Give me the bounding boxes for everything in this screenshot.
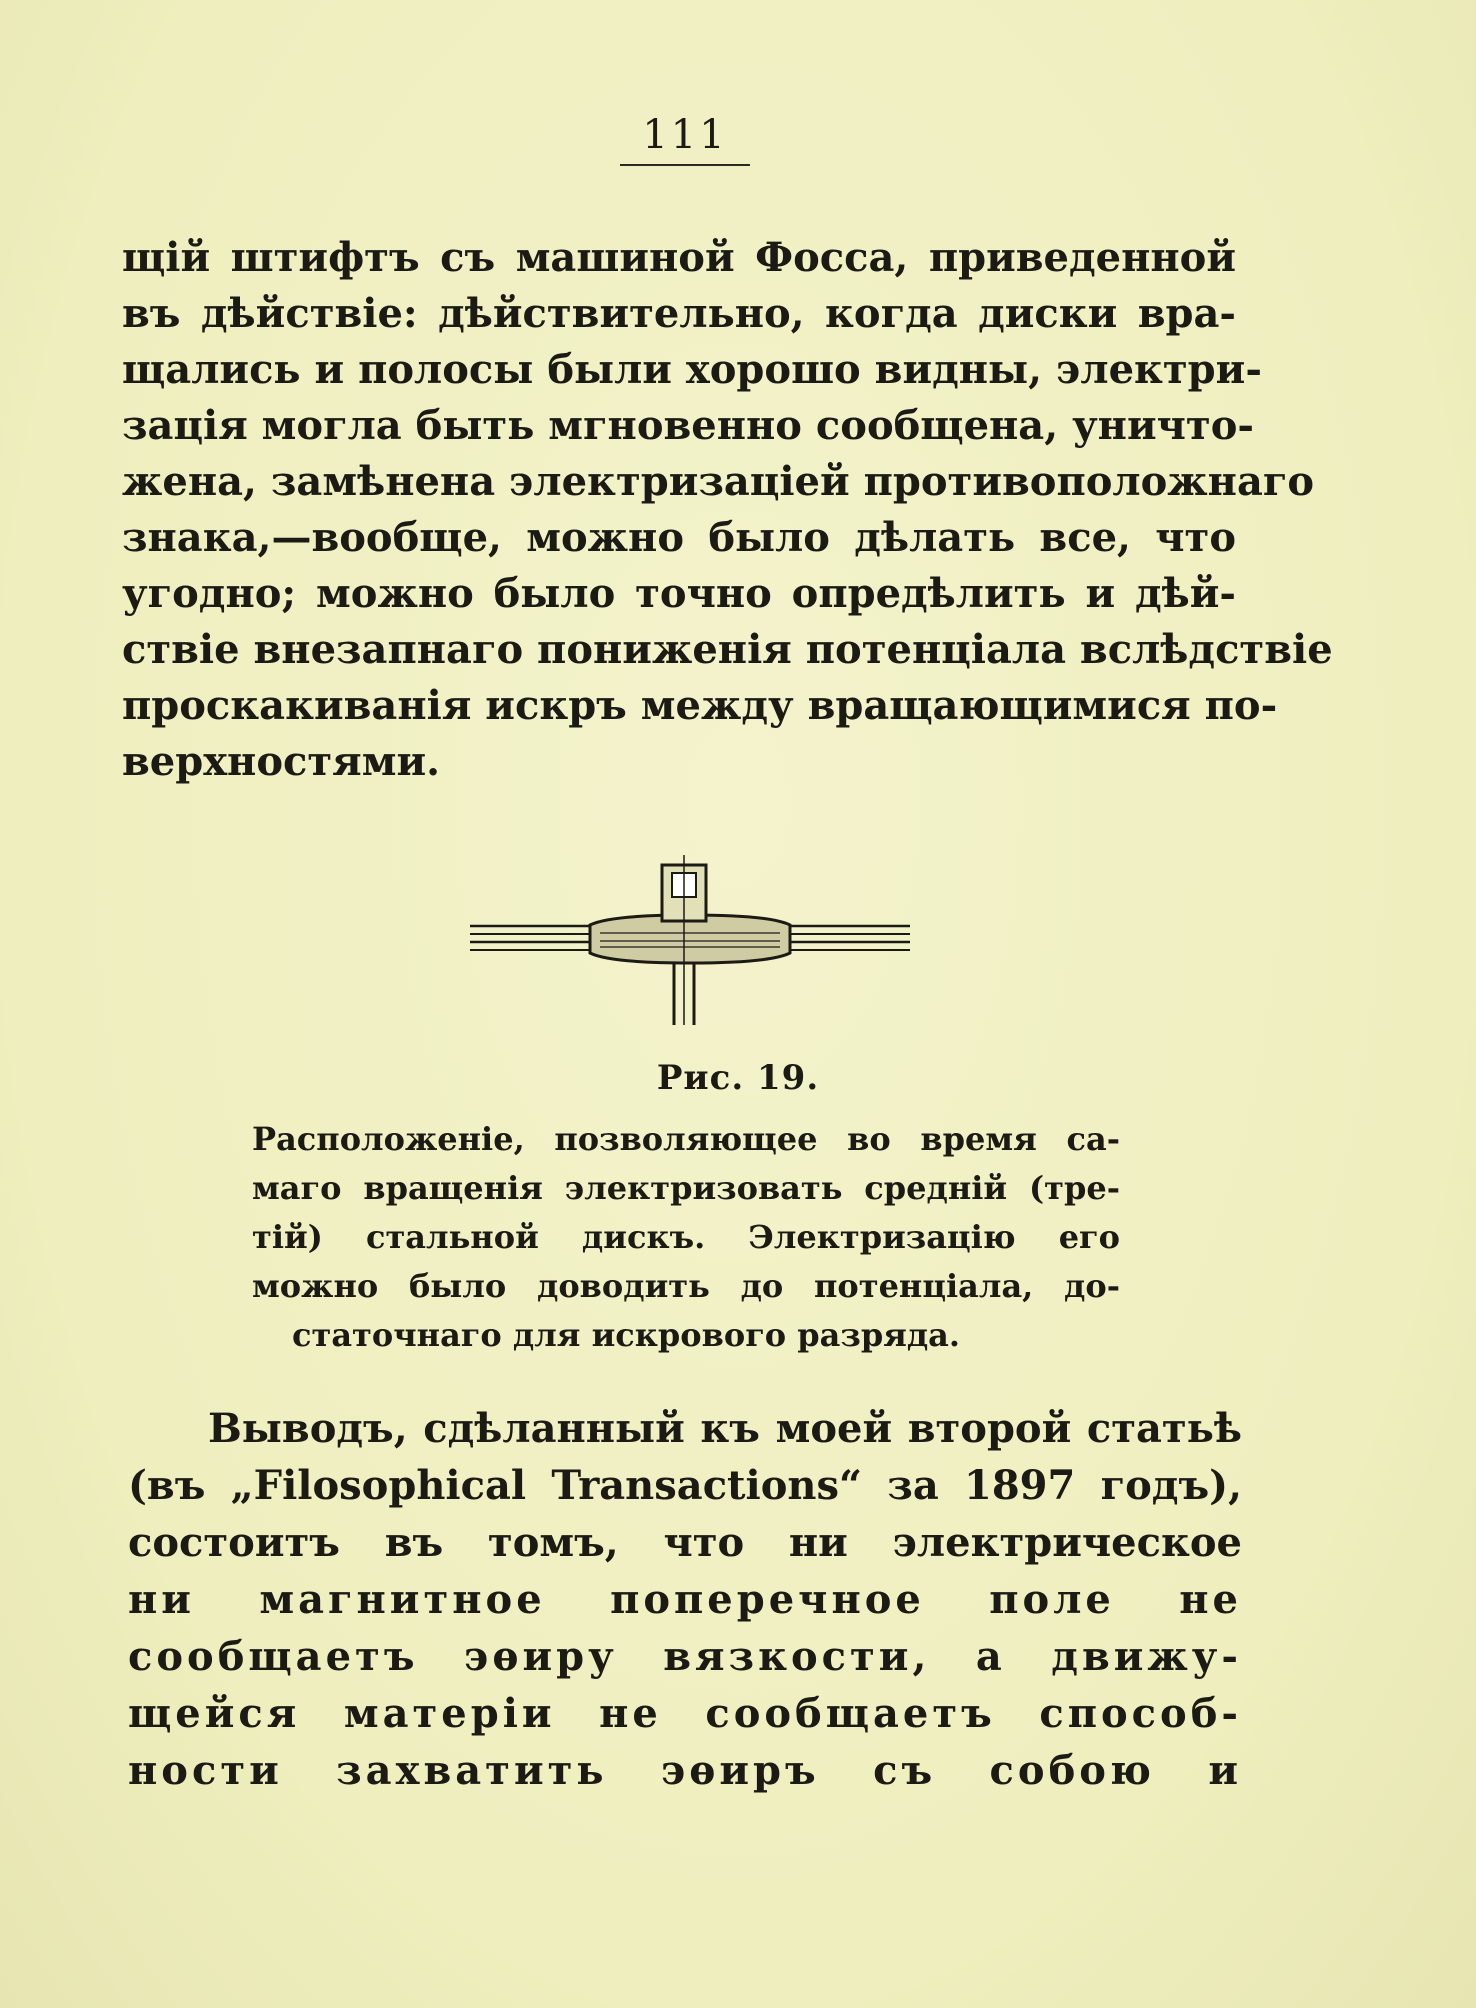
text-line: знака,—вообще, можно было дѣлать все, что — [122, 514, 1236, 561]
text-line: состоитъ въ томъ, что ни электрическое — [128, 1519, 1242, 1566]
caption-line: можно было доводить до потенціала, до- — [252, 1267, 1120, 1305]
page-number: 111 — [620, 112, 750, 166]
text-line: Выводъ, сдѣланный къ моей второй статьѣ — [208, 1405, 1242, 1452]
text-line: зація могла быть мгновенно сообщена, уничто- — [122, 402, 1254, 449]
text-line: ности захватить эѳиръ съ собою и — [128, 1747, 1242, 1794]
text-line: щейся матеріи не сообщаетъ способ- — [128, 1690, 1242, 1737]
text-line: въ дѣйствіе: дѣйствительно, когда диски вра- — [122, 290, 1236, 337]
figure-label: Рис. 19. — [656, 1058, 820, 1098]
text-line: проскакиванія искръ между вращающимися по- — [122, 682, 1278, 729]
text-line: (въ „Filosophical Transactions“ за 1897 годъ), — [128, 1462, 1242, 1509]
caption-line: маго вращенія электризовать средній (тре- — [252, 1169, 1120, 1207]
caption-line: тій) стальной дискъ. Электризацію его — [252, 1218, 1120, 1256]
text-line: щій штифтъ съ машиной Фосса, приведенной — [122, 234, 1236, 281]
text-line: жена, замѣнена электризаціей противоположнаго — [122, 458, 1315, 505]
figure-caption — [252, 1115, 1120, 1360]
text-line: ни магнитное поперечное поле не — [128, 1576, 1242, 1623]
paragraph-top — [122, 230, 1333, 790]
text-line: щались и полосы были хорошо видны, электри- — [122, 346, 1262, 393]
caption-line: статочнаго для искрового разряда. — [292, 1316, 961, 1354]
text-line: ствіе внезапнаго пониженія потенціала вслѣдствіе — [122, 626, 1333, 673]
caption-line: Расположеніе, позволяющее во время са- — [252, 1120, 1120, 1158]
text-line: угодно; можно было точно опредѣлить и дѣй- — [122, 570, 1236, 617]
paragraph-bottom — [128, 1400, 1242, 1799]
figure-disc-illustration — [470, 855, 910, 1025]
text-line: сообщаетъ эѳиру вязкости, а движу- — [128, 1633, 1242, 1680]
text-line: верхностями. — [122, 738, 441, 785]
